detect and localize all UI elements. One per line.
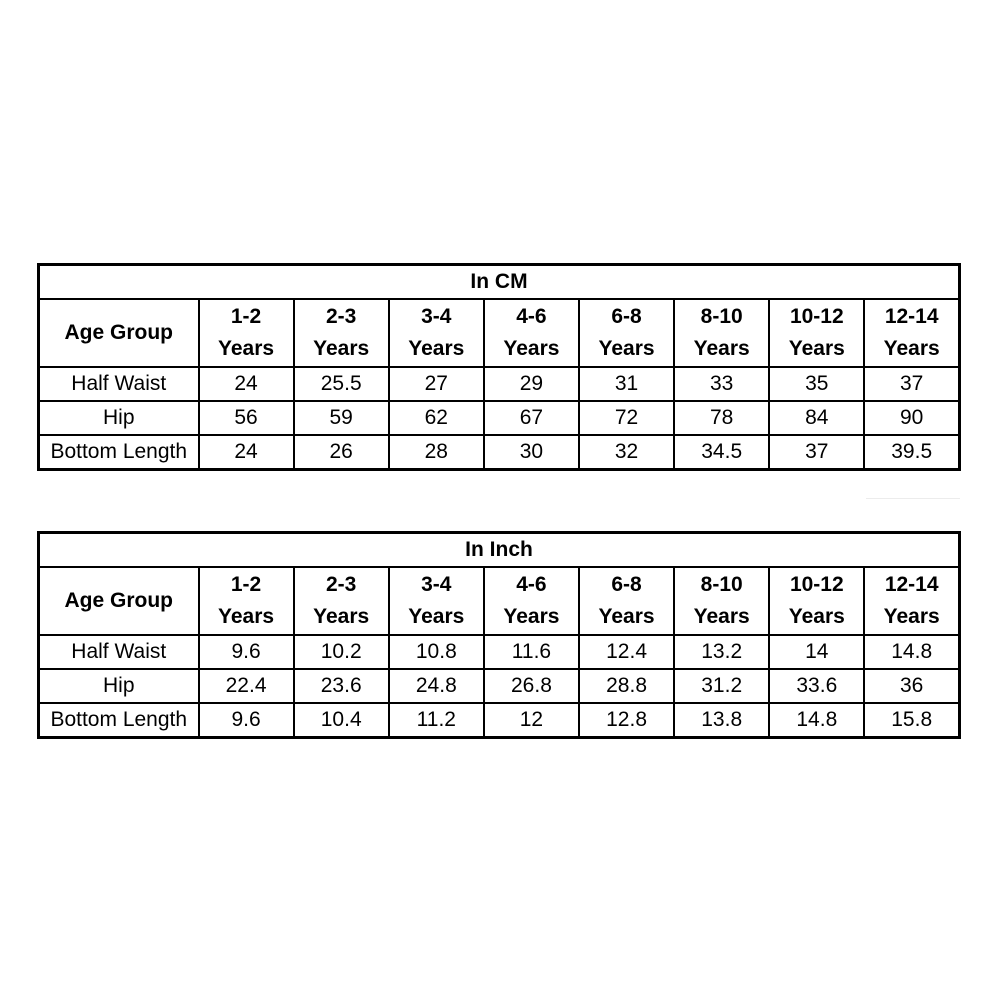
table-cell: 36 xyxy=(864,669,959,703)
column-header: 6-8 Years xyxy=(579,567,674,635)
size-table-inch xyxy=(37,531,961,739)
table-title-row xyxy=(39,265,960,300)
table-cell: 14 xyxy=(769,635,864,669)
column-header: 12-14 Years xyxy=(864,299,959,367)
column-header: 1-2 Years xyxy=(199,299,294,367)
column-header: 3-4 Years xyxy=(389,299,484,367)
table-cell: 62 xyxy=(389,401,484,435)
size-table-cm xyxy=(37,263,961,471)
column-header: 1-2 Years xyxy=(199,567,294,635)
table-cell: 37 xyxy=(864,367,959,401)
table-cell: 25.5 xyxy=(294,367,389,401)
column-header: 10-12 Years xyxy=(769,299,864,367)
column-header: 3-4 Years xyxy=(389,567,484,635)
column-header: 6-8 Years xyxy=(579,299,674,367)
age-group-header: Age Group xyxy=(39,299,199,367)
column-header: 8-10 Years xyxy=(674,299,769,367)
divider xyxy=(866,498,960,499)
table-cell: 13.2 xyxy=(674,635,769,669)
table-cell: 84 xyxy=(769,401,864,435)
table-cell: 67 xyxy=(484,401,579,435)
row-label: Bottom Length xyxy=(39,703,199,738)
table-title: In CM xyxy=(39,265,960,300)
table-cell: 31 xyxy=(579,367,674,401)
table-cell: 22.4 xyxy=(199,669,294,703)
table-cell: 24 xyxy=(199,367,294,401)
table-cell: 9.6 xyxy=(199,635,294,669)
table-cell: 23.6 xyxy=(294,669,389,703)
row-label: Half Waist xyxy=(39,635,199,669)
table-row xyxy=(39,669,960,703)
table-cell: 29 xyxy=(484,367,579,401)
table-cell: 34.5 xyxy=(674,435,769,470)
table-title-row xyxy=(39,533,960,568)
table-cell: 15.8 xyxy=(864,703,959,738)
table-cell: 9.6 xyxy=(199,703,294,738)
table-cell: 12.8 xyxy=(579,703,674,738)
table-cell: 39.5 xyxy=(864,435,959,470)
table-header-row xyxy=(39,299,960,367)
row-label: Hip xyxy=(39,401,199,435)
table-row xyxy=(39,401,960,435)
column-header: 8-10 Years xyxy=(674,567,769,635)
table-cell: 32 xyxy=(579,435,674,470)
table-cell: 28.8 xyxy=(579,669,674,703)
table-cell: 12.4 xyxy=(579,635,674,669)
table-cell: 24.8 xyxy=(389,669,484,703)
column-header: 4-6 Years xyxy=(484,299,579,367)
table-header-row xyxy=(39,567,960,635)
column-header: 10-12 Years xyxy=(769,567,864,635)
table-cell: 90 xyxy=(864,401,959,435)
table-cell: 30 xyxy=(484,435,579,470)
table-row xyxy=(39,367,960,401)
table-cell: 33.6 xyxy=(769,669,864,703)
table-cell: 14.8 xyxy=(769,703,864,738)
table-cell: 26.8 xyxy=(484,669,579,703)
table-cell: 10.2 xyxy=(294,635,389,669)
table-cell: 78 xyxy=(674,401,769,435)
table-cell: 28 xyxy=(389,435,484,470)
column-header: 2-3 Years xyxy=(294,567,389,635)
table-cell: 13.8 xyxy=(674,703,769,738)
column-header: 2-3 Years xyxy=(294,299,389,367)
table-row xyxy=(39,435,960,470)
column-header: 12-14 Years xyxy=(864,567,959,635)
row-label: Hip xyxy=(39,669,199,703)
table-cell: 56 xyxy=(199,401,294,435)
table-cell: 11.2 xyxy=(389,703,484,738)
table-cell: 11.6 xyxy=(484,635,579,669)
table-cell: 10.8 xyxy=(389,635,484,669)
age-group-header: Age Group xyxy=(39,567,199,635)
table-row xyxy=(39,635,960,669)
column-header: 4-6 Years xyxy=(484,567,579,635)
table-cell: 12 xyxy=(484,703,579,738)
table-title: In Inch xyxy=(39,533,960,568)
table-cell: 33 xyxy=(674,367,769,401)
table-cell: 35 xyxy=(769,367,864,401)
row-label: Bottom Length xyxy=(39,435,199,470)
table-cell: 14.8 xyxy=(864,635,959,669)
table-cell: 59 xyxy=(294,401,389,435)
table-cell: 27 xyxy=(389,367,484,401)
table-cell: 37 xyxy=(769,435,864,470)
table-cell: 24 xyxy=(199,435,294,470)
table-cell: 72 xyxy=(579,401,674,435)
table-row xyxy=(39,703,960,738)
row-label: Half Waist xyxy=(39,367,199,401)
table-cell: 26 xyxy=(294,435,389,470)
table-cell: 10.4 xyxy=(294,703,389,738)
table-cell: 31.2 xyxy=(674,669,769,703)
